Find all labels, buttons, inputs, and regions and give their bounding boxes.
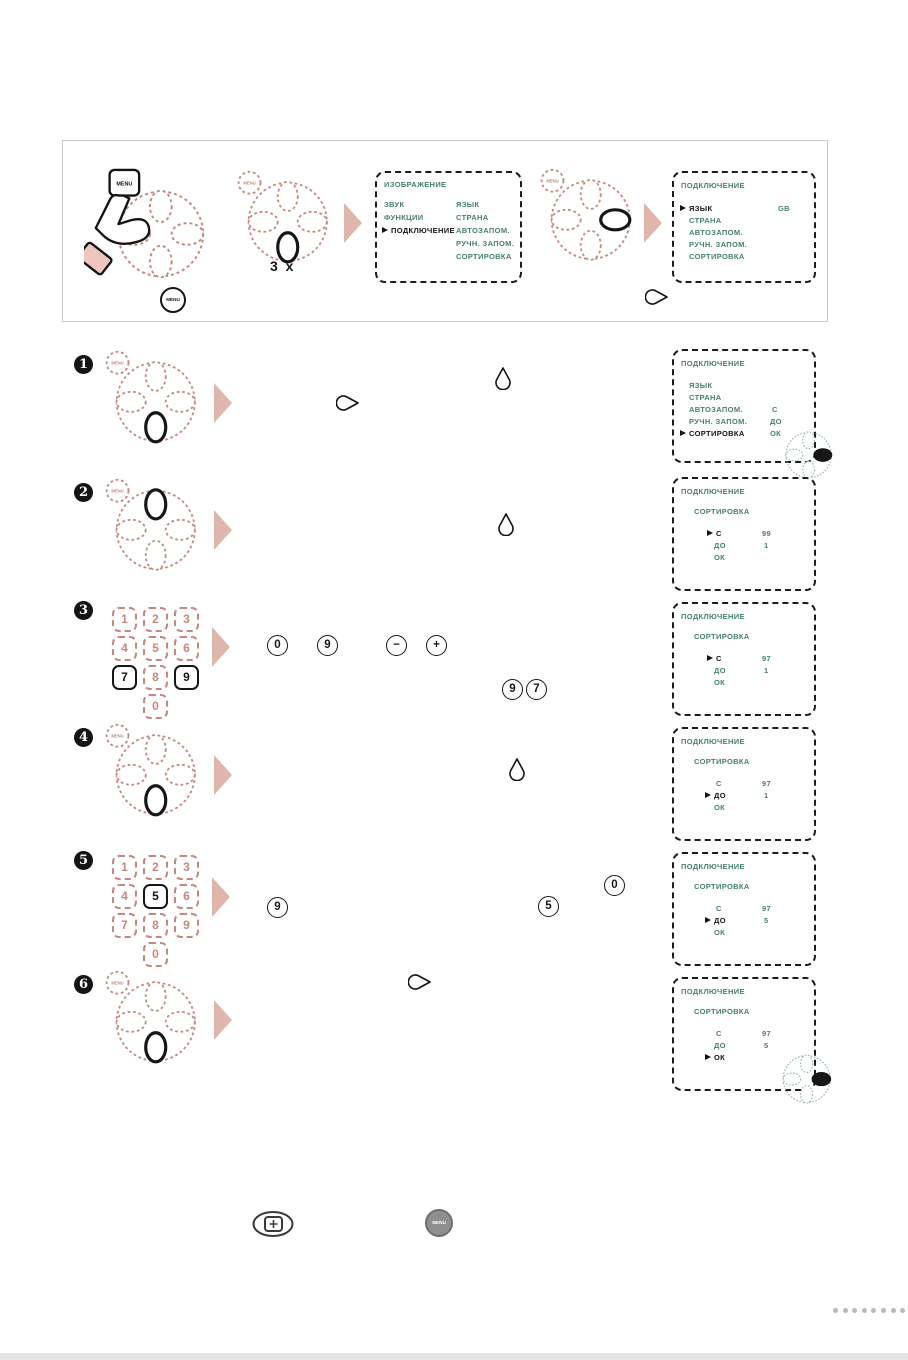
key-5: 5 [143,636,168,661]
sort-row-label: ОК [714,678,726,687]
menu-bubble-label: MENU [546,178,559,184]
osd-step5 [672,852,816,966]
sort-row-label: С [716,779,722,788]
step-number: 4 [74,728,93,747]
sort-row-label: ДО [714,541,726,550]
flow-arrow-icon [214,755,232,795]
menu-item: АВТОЗАПОМ. [689,405,743,414]
remote-dpad-down [235,170,335,270]
mini-dpad-right-icon [775,1048,835,1108]
key-4: 4 [112,884,137,909]
screen-format-key-icon [252,1210,294,1238]
submenu-item: РУЧН. ЗАПОМ. [456,239,515,248]
screen-title: ПОДКЛЮЧЕНИЕ [681,612,745,621]
sort-row-label: С [716,904,722,913]
menu-item: ФУНКЦИИ [384,213,424,222]
flow-arrow-icon [214,1000,232,1040]
cursor-right-key [601,210,630,230]
screen-subtitle: СОРТИРОВКА [694,757,750,766]
submenu-item: ЯЗЫК [456,200,480,209]
key-7: 7 [112,913,137,938]
cursor-up-icon [497,512,515,536]
key-6: 6 [174,636,199,661]
menu-item: ЯЗЫК [689,381,713,390]
flow-arrow-icon [212,627,230,667]
sort-row-value: 1 [764,541,769,550]
press-count-label: 3 x [270,258,296,274]
cursor-up-key [146,490,166,519]
key-8: 8 [143,913,168,938]
key-2: 2 [143,607,168,632]
step-number: 6 [74,975,93,994]
step-number: 2 [74,483,93,502]
menu-bubble-label: MENU [111,488,124,494]
osd-connect-menu [672,171,816,283]
screen-title: ПОДКЛЮЧЕНИЕ [681,987,745,996]
flow-arrow-icon [212,877,230,917]
menu-bubble-label: MENU [111,360,124,366]
menu-key-icon: MENU [160,287,186,313]
menu-item: РУЧН. ЗАПОМ. [689,240,748,249]
cursor-down-key [146,786,166,815]
sort-row-value: 97 [762,904,772,913]
sort-row-label-selected: ОК [714,1053,726,1062]
screen-title: ПОДКЛЮЧЕНИЕ [681,487,745,496]
menu-item: ЗВУК [384,200,405,209]
sort-row-label-selected: ДО [714,916,726,925]
sort-row-value: 97 [762,1029,772,1038]
menu-item: СОРТИРОВКА [689,252,745,261]
osd-step4 [672,727,816,841]
submenu-item: СТРАНА [456,213,489,222]
screen-title: ПОДКЛЮЧЕНИЕ [681,181,745,190]
menu-key-icon: MENU [425,1209,453,1237]
key-9-icon: 9 [502,679,523,700]
sort-row-label: ОК [714,803,726,812]
key-2: 2 [143,855,168,880]
key-6: 6 [174,884,199,909]
step-number: 5 [74,851,93,870]
menu-item: АВТОЗАПОМ. [689,228,743,237]
flow-arrow-icon [344,203,362,243]
key-4: 4 [112,636,137,661]
cursor-right-icon [408,973,432,991]
screen-subtitle: СОРТИРОВКА [694,1007,750,1016]
remote-dpad-up [103,478,203,578]
remote-dpad-right [538,168,638,268]
key-9-icon: 9 [267,897,288,918]
cursor-right-icon [645,288,669,306]
screen-subtitle: СОРТИРОВКА [694,882,750,891]
submenu-preview: ОК [770,429,782,438]
menu-item-selected: ПОДКЛЮЧЕНИЕ [391,226,455,235]
key-5-pressed: 5 [143,884,168,909]
key-0-icon: 0 [267,635,288,656]
key-8: 8 [143,665,168,690]
menu-item: РУЧН. ЗАПОМ. [689,417,748,426]
cursor-up-icon [508,757,526,781]
language-value: GB [778,204,790,213]
cursor-down-key [146,1033,166,1062]
mini-dpad-right-icon [778,425,836,483]
cursor-right-icon [336,394,360,412]
key-9-icon: 9 [317,635,338,656]
step-number: 1 [74,355,93,374]
sort-row-label: ДО [714,666,726,675]
menu-bubble-label: MENU [243,180,256,186]
cursor-up-icon [494,366,512,390]
remote-dpad-down [103,723,203,823]
key-plus-icon: + [426,635,447,656]
key-9-pressed: 9 [174,665,199,690]
key-7-pressed: 7 [112,665,137,690]
sort-row-label: ДО [714,1041,726,1050]
sort-row-value: 99 [762,529,772,538]
step-number: 3 [74,601,93,620]
page-indicator-dots [833,1300,908,1318]
submenu-item: АВТОЗАПОМ. [456,226,510,235]
key-0: 0 [143,942,168,967]
key-5-icon: 5 [538,896,559,917]
sort-row-value: 1 [764,791,769,800]
menu-bubble-label: MENU [111,733,124,739]
key-9: 9 [174,913,199,938]
flow-arrow-icon [214,383,232,423]
sort-row-value: 97 [762,779,772,788]
key-1: 1 [112,855,137,880]
sort-row-value: 5 [764,916,769,925]
key-1: 1 [112,607,137,632]
key-minus-icon: − [386,635,407,656]
osd-step3 [672,602,816,716]
cursor-down-key [146,413,166,442]
screen-title: ПОДКЛЮЧЕНИЕ [681,359,745,368]
hand-icon [84,195,149,275]
sort-row-label: С [716,1029,722,1038]
submenu-item: СОРТИРОВКА [456,252,512,261]
sort-row-label: С [716,654,722,663]
screen-title: ПОДКЛЮЧЕНИЕ [681,737,745,746]
remote-dpad-down [103,350,203,450]
menu-button-label: MENU [116,181,133,188]
key-3: 3 [174,855,199,880]
key-0: 0 [143,694,168,719]
menu-item: ИЗОБРАЖЕНИЕ [384,180,447,189]
sort-row-value: 97 [762,654,772,663]
submenu-preview: С [772,405,778,414]
remote-dpad-hand-illustration [84,164,212,296]
sort-row-value: 5 [764,1041,769,1050]
flow-arrow-icon [644,203,662,243]
sort-row-label-selected: ДО [714,791,726,800]
screen-subtitle: СОРТИРОВКА [694,632,750,641]
footer-bar [0,1353,908,1360]
flow-arrow-icon [214,510,232,550]
screen-title: ПОДКЛЮЧЕНИЕ [681,862,745,871]
sort-row-value: 1 [764,666,769,675]
screen-subtitle: СОРТИРОВКА [694,507,750,516]
osd-step2 [672,477,816,591]
sort-row-label: ОК [714,928,726,937]
menu-bubble-label: MENU [111,980,124,986]
menu-item-selected: ЯЗЫК [689,204,713,213]
submenu-preview: ДО [770,417,782,426]
key-7-icon: 7 [526,679,547,700]
sort-row-label: С [716,529,722,538]
menu-item: СТРАНА [689,393,722,402]
menu-item-selected: СОРТИРОВКА [689,429,745,438]
key-3: 3 [174,607,199,632]
sort-row-label: ОК [714,553,726,562]
menu-item: СТРАНА [689,216,722,225]
key-0-icon: 0 [604,875,625,896]
osd-main-menu [375,171,522,283]
remote-dpad-down [103,970,203,1070]
